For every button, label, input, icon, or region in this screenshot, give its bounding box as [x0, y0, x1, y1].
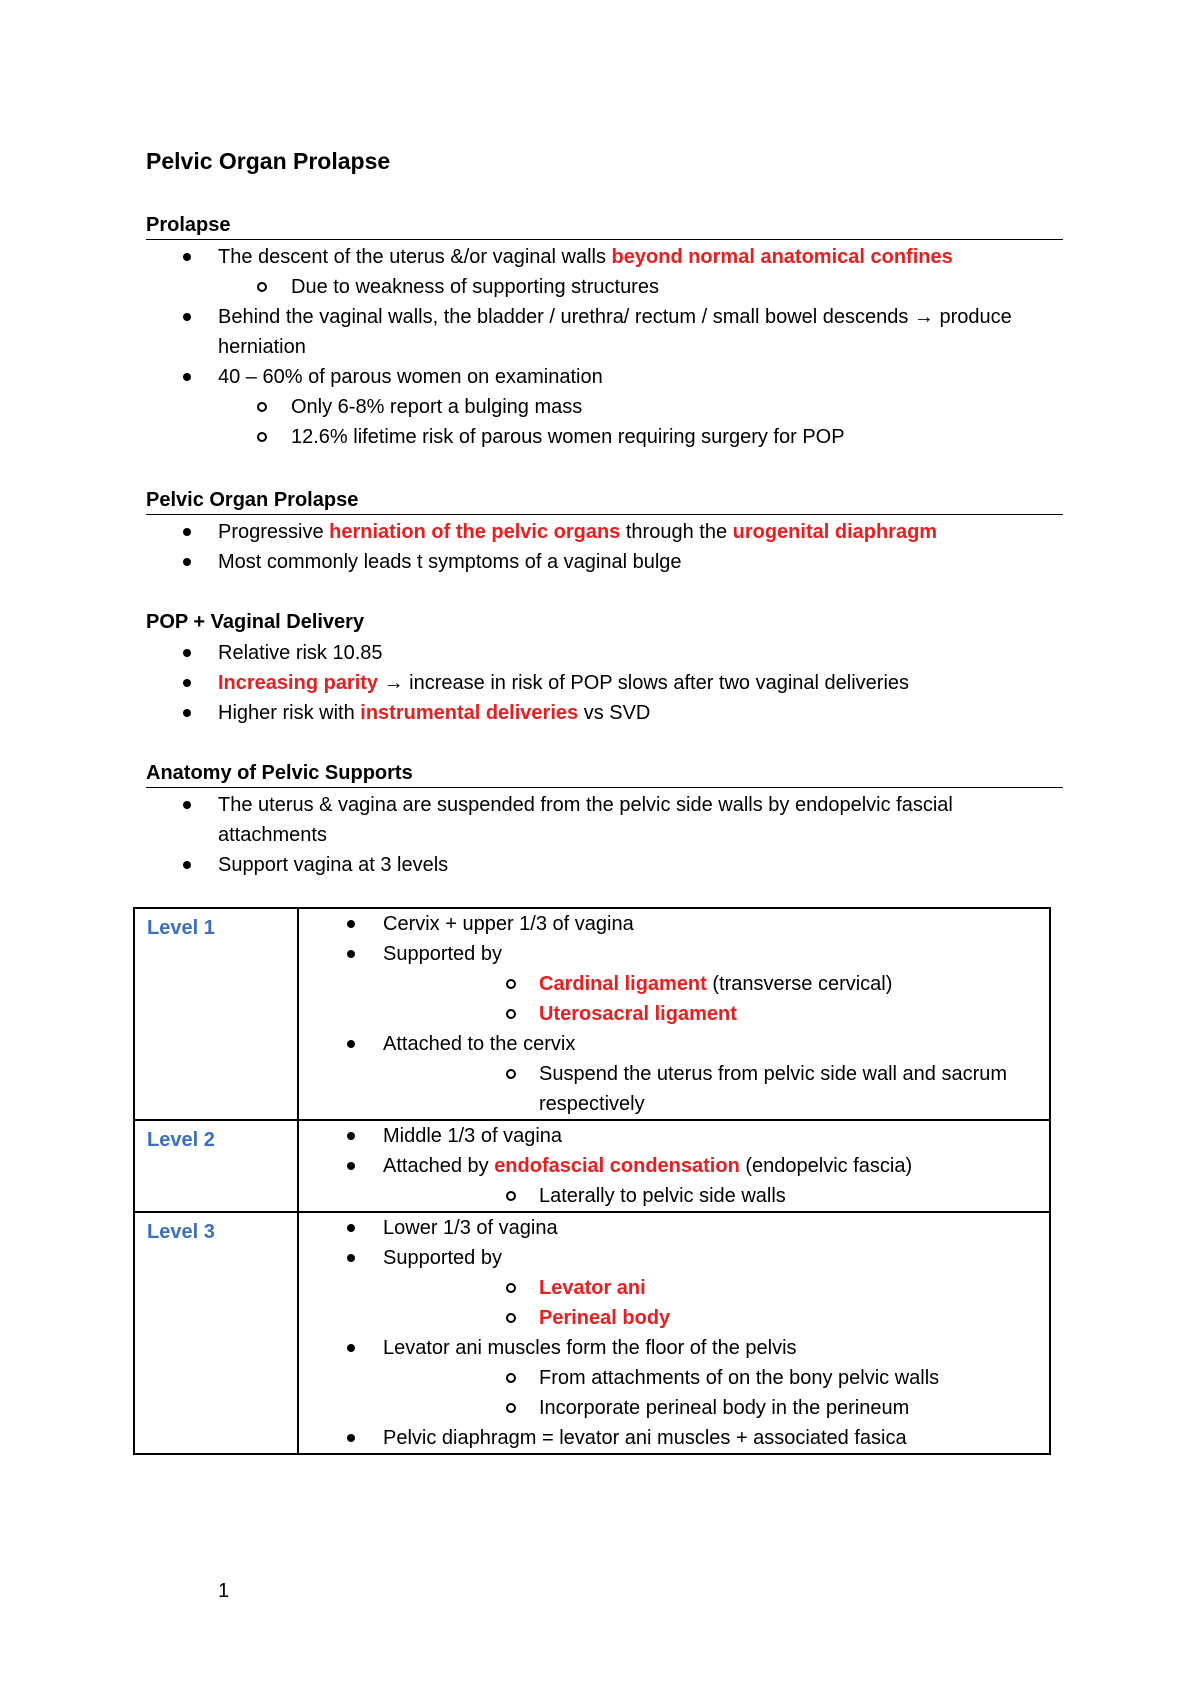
- list-item: Pelvic diaphragm = levator ani muscles + associated fasica: [299, 1423, 1049, 1453]
- list-item: Attached to the cervix Suspend the uterus from pelvic side wall and sacrum respectively: [299, 1029, 1049, 1119]
- list-item: The descent of the uterus &/or vaginal walls beyond normal anatomical confines Due to weakness of supporting structures: [146, 242, 1063, 302]
- list-item: Supported by Cardinal ligament (transverse cervical) Uterosacral ligament: [299, 939, 1049, 1029]
- list-item: Higher risk with instrumental deliveries vs SVD: [146, 698, 1063, 728]
- bullet-list: [146, 790, 1063, 880]
- bullet-list: [146, 638, 1063, 728]
- pelvic-support-levels-table: [133, 907, 1051, 1455]
- list-item: Most commonly leads t symptoms of a vaginal bulge: [146, 547, 1063, 577]
- list-item: Perineal body: [383, 1303, 1049, 1333]
- bullet-list: [146, 517, 1063, 577]
- list-item: Cervix + upper 1/3 of vagina: [299, 909, 1049, 939]
- list-item: Levator ani muscles form the floor of the pelvis From attachments of on the bony pelvic walls Incorporate perineal body in the perineum: [299, 1333, 1049, 1423]
- sub-list: [218, 392, 1063, 452]
- list-item: Uterosacral ligament: [383, 999, 1049, 1029]
- table-row: [134, 908, 1050, 1120]
- level-content: [298, 908, 1050, 1120]
- list-item: 12.6% lifetime risk of parous women requiring surgery for POP: [218, 422, 1063, 452]
- list-item: The uterus & vagina are suspended from the pelvic side walls by endopelvic fascial attachments: [146, 790, 1063, 850]
- list-item: Levator ani: [383, 1273, 1049, 1303]
- list-item: Laterally to pelvic side walls: [383, 1181, 1049, 1211]
- list-item: 40 – 60% of parous women on examination Only 6-8% report a bulging mass 12.6% lifetime risk of parous women requiring surgery for POP: [146, 362, 1063, 452]
- list-item: Support vagina at 3 levels: [146, 850, 1063, 880]
- section-delivery: [146, 609, 1063, 728]
- list-item: Only 6-8% report a bulging mass: [218, 392, 1063, 422]
- list-item: Incorporate perineal body in the perineum: [383, 1393, 1049, 1423]
- sub-list: [218, 272, 1063, 302]
- list-item: Due to weakness of supporting structures: [218, 272, 1063, 302]
- list-item: Cardinal ligament (transverse cervical): [383, 969, 1049, 999]
- section-prolapse: [146, 212, 1063, 452]
- level-content: [298, 1212, 1050, 1454]
- list-item: Supported by Levator ani Perineal body: [299, 1243, 1049, 1333]
- bullet-list: [146, 242, 1063, 452]
- list-item: Progressive herniation of the pelvic organs through the urogenital diaphragm: [146, 517, 1063, 547]
- section-pop: [146, 487, 1063, 577]
- section-heading: POP + Vaginal Delivery: [146, 611, 365, 633]
- list-item: Middle 1/3 of vagina: [299, 1121, 1049, 1151]
- page-number: 1: [218, 1580, 230, 1602]
- level-label: Level 3: [134, 1212, 298, 1454]
- level-content: [298, 1120, 1050, 1212]
- table-row: [134, 1120, 1050, 1212]
- level-label: Level 1: [134, 908, 298, 1120]
- list-item: Lower 1/3 of vagina: [299, 1213, 1049, 1243]
- section-anatomy: [146, 760, 1063, 880]
- page-title: Pelvic Organ Prolapse: [146, 148, 391, 174]
- table-row: [134, 1212, 1050, 1454]
- section-heading: Anatomy of Pelvic Supports: [146, 760, 1063, 788]
- list-item: Attached by endofascial condensation (endopelvic fascia) Laterally to pelvic side walls: [299, 1151, 1049, 1211]
- section-heading: Prolapse: [146, 212, 1063, 240]
- list-item: Relative risk 10.85: [146, 638, 1063, 668]
- list-item: Suspend the uterus from pelvic side wall and sacrum respectively: [383, 1059, 1049, 1119]
- section-heading: Pelvic Organ Prolapse: [146, 487, 1063, 515]
- list-item: From attachments of on the bony pelvic walls: [383, 1363, 1049, 1393]
- list-item: Increasing parity → increase in risk of POP slows after two vaginal deliveries: [146, 668, 1063, 698]
- level-label: Level 2: [134, 1120, 298, 1212]
- list-item: Behind the vaginal walls, the bladder / urethra/ rectum / small bowel descends → produce herniation: [146, 302, 1063, 362]
